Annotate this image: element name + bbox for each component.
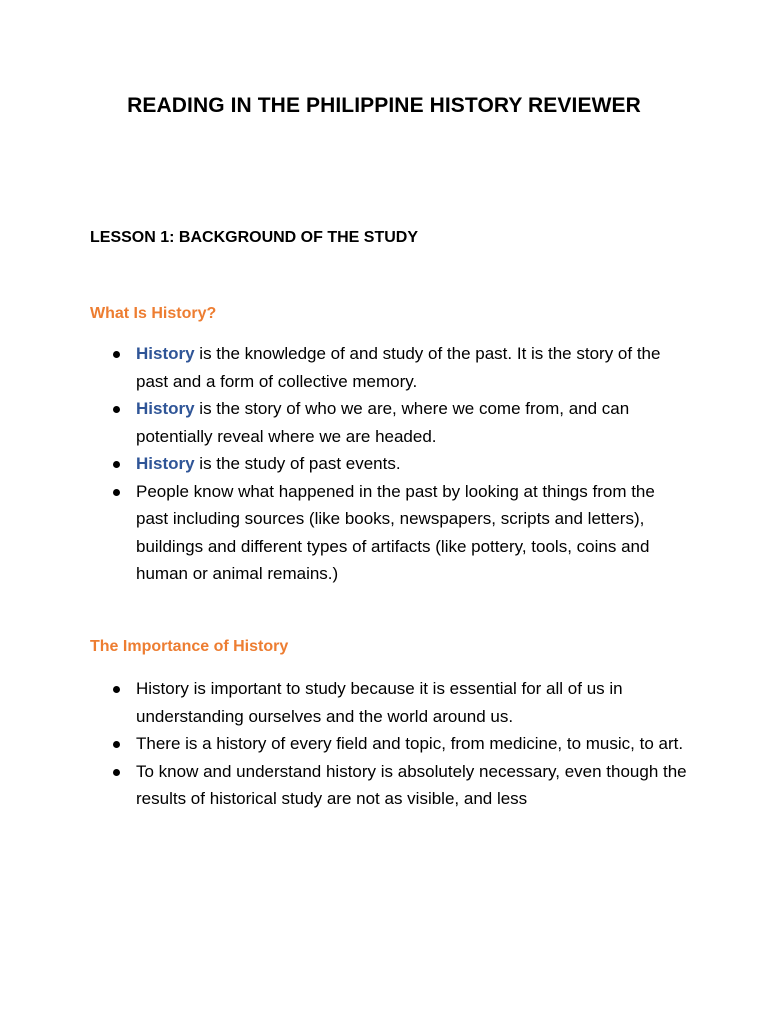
- keyword-history: History: [136, 454, 195, 473]
- bullet-list-what-is-history: [90, 340, 690, 588]
- bullet-text: is the knowledge of and study of the past. It is the story of the past and a form of collective memory.: [136, 344, 661, 391]
- list-item: [90, 730, 690, 758]
- bullet-text: is the study of past events.: [194, 454, 401, 473]
- bullet-icon: [113, 489, 120, 496]
- bullet-text: People know what happened in the past by looking at things from the past including sources (like books, newspapers, scripts and letters), buildings and different types of artifacts (like pottery, tools, coins and human or animal remains.): [136, 481, 655, 583]
- bullet-text: There is a history of every field and topic, from medicine, to music, to art.: [136, 734, 684, 753]
- bullet-icon: [113, 406, 120, 413]
- list-item: [90, 478, 690, 588]
- bullet-text: is the story of who we are, where we come from, and can potentially reveal where we are headed.: [136, 399, 630, 446]
- list-item: [90, 340, 690, 395]
- keyword-history: History: [136, 399, 195, 418]
- section-heading-importance-of-history: The Importance of History: [90, 638, 289, 655]
- list-item: [90, 395, 690, 450]
- bullet-icon: [113, 351, 120, 358]
- list-item: [90, 758, 690, 813]
- bullet-icon: [113, 741, 120, 748]
- list-item: [90, 450, 690, 478]
- lesson-heading: LESSON 1: BACKGROUND OF THE STUDY: [90, 229, 419, 246]
- bullet-icon: [113, 769, 120, 776]
- bullet-list-importance-of-history: [90, 675, 690, 813]
- bullet-text: To know and understand history is absolutely necessary, even though the results of historical study are not as visible, and less: [136, 761, 687, 808]
- list-item: [90, 675, 690, 730]
- bullet-icon: [113, 686, 120, 693]
- bullet-icon: [113, 461, 120, 468]
- bullet-text: History is important to study because it is essential for all of us in understanding ourselves and the world around us.: [136, 679, 623, 726]
- keyword-history: History: [136, 344, 195, 363]
- document-title: READING IN THE PHILIPPINE HISTORY REVIEWER: [127, 94, 641, 117]
- section-heading-what-is-history: What Is History?: [90, 305, 217, 322]
